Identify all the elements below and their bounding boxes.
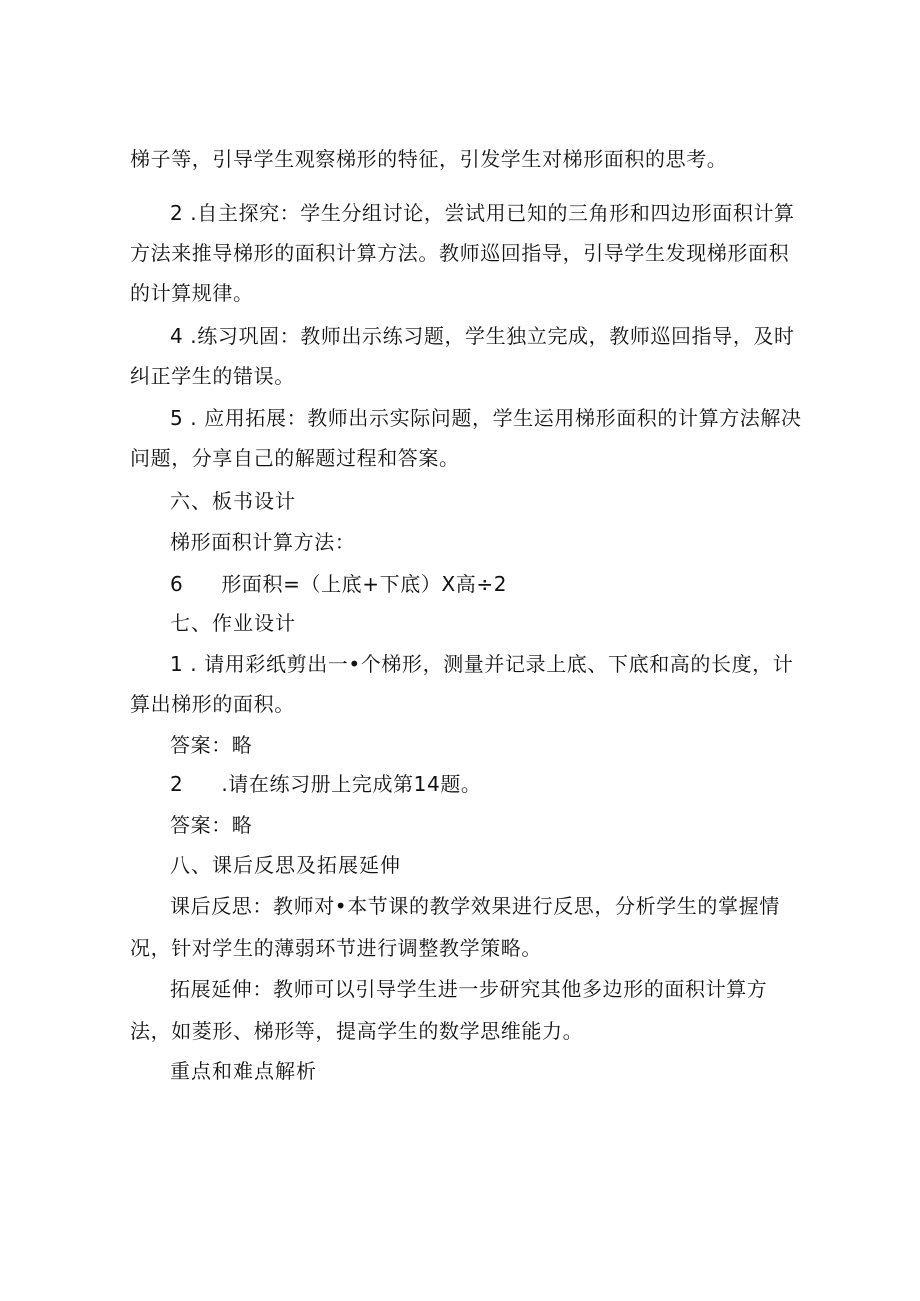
- analysis-heading: 重点和难点解析: [170, 1059, 317, 1083]
- extension-line-2: 法，如菱形、梯形等，提高学生的数学思维能力。: [130, 1019, 584, 1043]
- step-5-line-1: 5 . 应用拓展：教师出示实际问题，学生运用梯形面积的计算方法解决: [170, 406, 802, 430]
- board-formula: [170, 570, 507, 598]
- extension-line-1: 拓展延伸：教师可以引导学生进一步研究其他多边形的面积计算方: [170, 977, 768, 1001]
- step-2-line-3: 的计算规律。: [130, 281, 254, 305]
- step-2-line-1: 2 .自主探究：学生分组讨论，尝试用已知的三角形和四边形面积计算: [170, 201, 795, 225]
- homework-1-line-1: 1 . 请用彩纸剪出一•个梯形，测量并记录上底、下底和高的长度，计: [170, 652, 794, 676]
- homework-1-answer: 答案：略: [170, 733, 253, 757]
- board-subtitle: 梯形面积计算方法：: [170, 530, 356, 554]
- homework-2-text: .请在练习册上完成第14题。: [221, 772, 482, 796]
- homework-2-answer: 答案：略: [170, 813, 253, 837]
- section-8-title: 八、课后反思及拓展延伸: [170, 853, 401, 877]
- homework-1-line-2: 算出梯形的面积。: [130, 692, 295, 716]
- homework-2: [170, 770, 482, 798]
- step-5-line-2: 问题，分享自己的解题过程和答案。: [130, 446, 460, 470]
- section-6-title: 六、板书设计: [170, 489, 296, 513]
- homework-2-number: 2: [170, 772, 184, 796]
- intro-continuation: 梯子等，引导学生观察梯形的特征，引发学生对梯形面积的思考。: [130, 147, 728, 171]
- section-7-title: 七、作业设计: [170, 611, 296, 635]
- step-4-line-2: 纠正学生的错误。: [130, 364, 295, 388]
- reflection-line-1: 课后反思：教师对•本节课的教学效果进行反思，分析学生的掌握情: [170, 894, 780, 918]
- reflection-line-2: 况，针对学生的薄弱环节进行调整教学策略。: [130, 936, 542, 960]
- formula-number: 6: [170, 572, 184, 596]
- step-2-line-2: 方法来推导梯形的面积计算方法。教师巡回指导，引导学生发现梯形面积: [130, 241, 790, 265]
- formula-text: 形面积=（上底+下底）X高÷2: [221, 572, 508, 596]
- step-4-line-1: 4 .练习巩固：教师出示练习题，学生独立完成，教师巡回指导，及时: [170, 324, 795, 348]
